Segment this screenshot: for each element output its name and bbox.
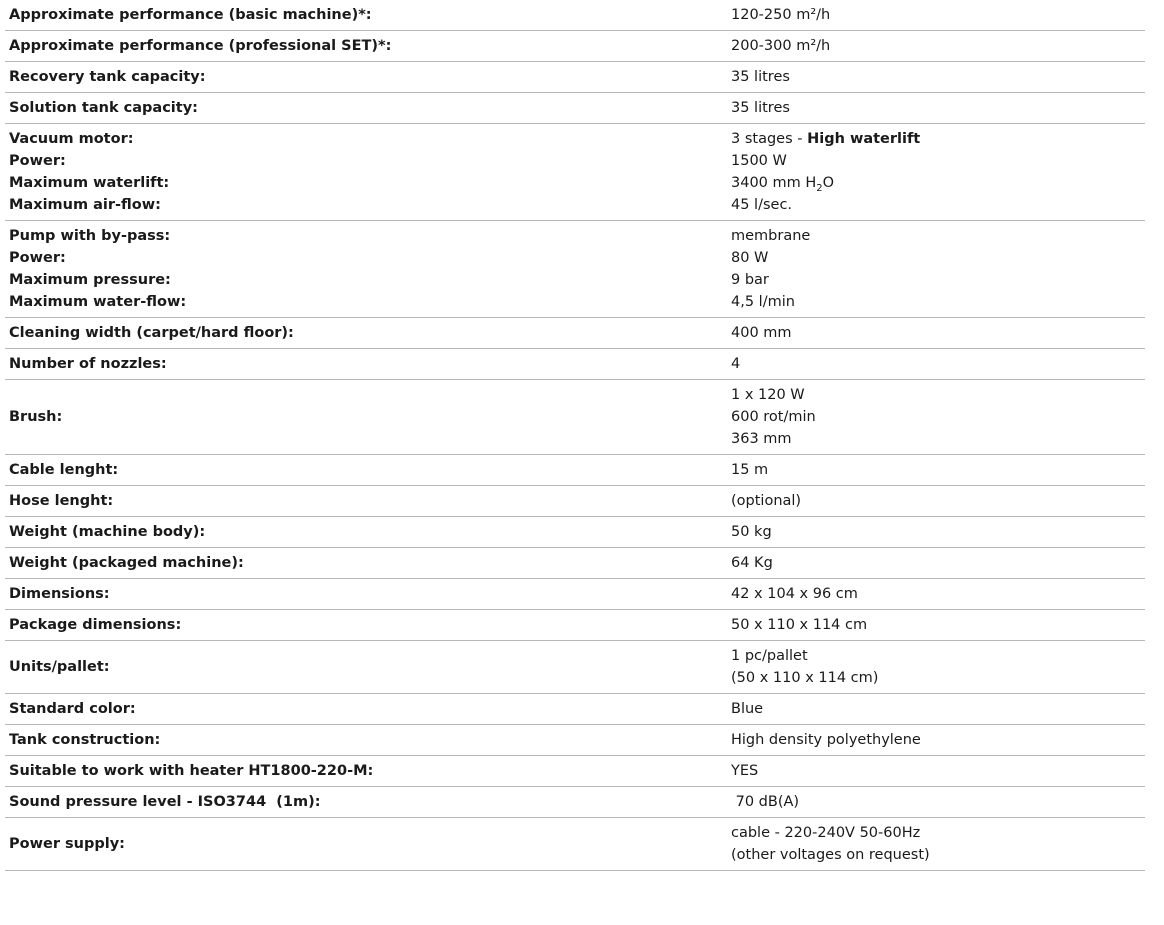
table-row	[5, 93, 1145, 124]
table-row	[5, 0, 1145, 31]
spec-value: Blue	[731, 701, 764, 717]
table-row	[5, 455, 1145, 486]
spec-label: Vacuum motor: Power: Maximum waterlift: Maximum air-flow:	[9, 131, 170, 213]
spec-value: 35 litres	[731, 69, 790, 85]
table-row	[5, 221, 1145, 318]
table-row	[5, 349, 1145, 380]
table-row	[5, 124, 1145, 221]
spec-label: Number of nozzles:	[9, 356, 167, 372]
table-row	[5, 318, 1145, 349]
spec-value: 1 x 120 W 600 rot/min 363 mm	[731, 387, 816, 447]
spec-label: Weight (packaged machine):	[9, 555, 244, 571]
spec-value: 1 pc/pallet (50 x 110 x 114 cm)	[731, 648, 879, 686]
table-row	[5, 694, 1145, 725]
spec-value: (optional)	[731, 493, 802, 509]
spec-label: Hose lenght:	[9, 493, 114, 509]
spec-value: 50 x 110 x 114 cm	[731, 617, 868, 633]
spec-label: Sound pressure level - ISO3744 (1m):	[9, 794, 321, 810]
table-row	[5, 787, 1145, 818]
spec-value: 42 x 104 x 96 cm	[731, 586, 858, 602]
spec-label: Recovery tank capacity:	[9, 69, 206, 85]
table-row	[5, 62, 1145, 93]
table-row	[5, 380, 1145, 455]
spec-value: 3 stages - High waterlift 1500 W 3400 mm $H_2O$ 45 l/sec.	[731, 131, 921, 213]
spec-label: Cable lenght:	[9, 462, 119, 478]
table-row	[5, 610, 1145, 641]
spec-value: 400 mm	[731, 325, 792, 341]
spec-value: cable - 220-240V 50-60Hz (other voltages on request)	[731, 825, 930, 863]
spec-label: Cleaning width (carpet/hard floor):	[9, 325, 294, 341]
spec-label: Pump with by-pass: Power: Maximum pressure: Maximum water-flow:	[9, 228, 187, 310]
spec-label: Solution tank capacity:	[9, 100, 198, 116]
spec-label: Dimensions:	[9, 586, 110, 602]
table-row	[5, 548, 1145, 579]
table-row	[5, 31, 1145, 62]
spec-label: Approximate performance (basic machine)*:	[9, 7, 372, 23]
spec-value: 70 dB(A)	[731, 794, 800, 810]
spec-value: 200-300 m²/h	[731, 38, 831, 54]
spec-value: High density polyethylene	[731, 732, 921, 748]
spec-value: YES	[731, 763, 759, 779]
spec-value: 4	[731, 356, 741, 372]
spec-label: Suitable to work with heater HT1800-220-M:	[9, 763, 374, 779]
spec-label: Units/pallet:	[9, 659, 110, 675]
table-row	[5, 818, 1145, 871]
spec-label: Tank construction:	[9, 732, 161, 748]
specifications-table	[5, 0, 1145, 871]
spec-label: Brush:	[9, 409, 63, 425]
spec-value: 64 Kg	[731, 555, 773, 571]
spec-label: Power supply:	[9, 836, 125, 852]
spec-value: 15 m	[731, 462, 769, 478]
table-row	[5, 725, 1145, 756]
table-row	[5, 486, 1145, 517]
spec-value: 120-250 m²/h	[731, 7, 831, 23]
spec-value: 35 litres	[731, 100, 790, 116]
spec-value: 50 kg	[731, 524, 772, 540]
spec-label: Weight (machine body):	[9, 524, 206, 540]
spec-label: Standard color:	[9, 701, 136, 717]
spec-label: Package dimensions:	[9, 617, 182, 633]
table-row	[5, 579, 1145, 610]
spec-value: membrane 80 W 9 bar 4,5 l/min	[731, 228, 811, 310]
spec-label: Approximate performance (professional SET)*:	[9, 38, 392, 54]
table-row	[5, 641, 1145, 694]
table-row	[5, 517, 1145, 548]
table-row	[5, 756, 1145, 787]
